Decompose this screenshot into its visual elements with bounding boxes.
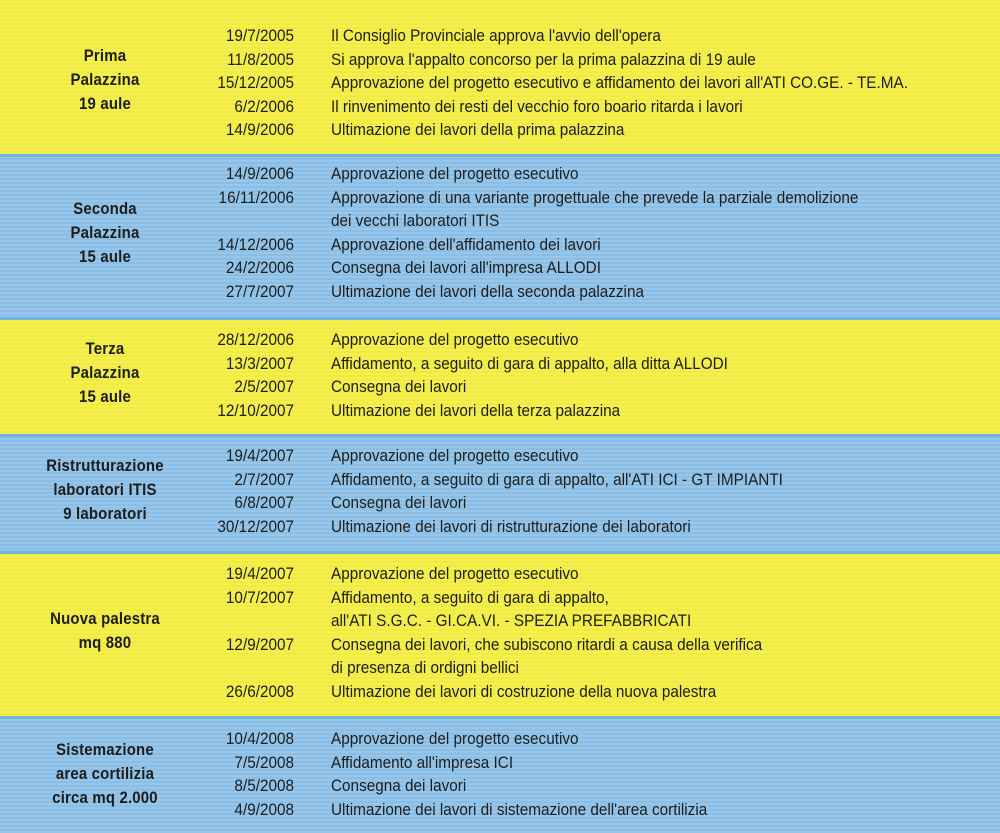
entry-description-line: Ultimazione dei lavori della seconda palazzina <box>331 282 644 301</box>
entry-date: 14/12/2006 <box>217 234 294 254</box>
section-title-line: Nuova palestra <box>50 609 160 628</box>
entry-description-line: Approvazione dell'affidamento dei lavori <box>331 234 601 254</box>
section-title-line: Ristrutturazione <box>46 456 164 475</box>
entry-description <box>331 233 925 256</box>
entry-description-line: Affidamento, a seguito di gara di appalto, all'ATI ICI - GT IMPIANTI <box>331 469 783 489</box>
entry-description-line: Consegna dei lavori <box>331 377 467 397</box>
section-title-line: Palazzina <box>70 223 140 242</box>
section-title-line: circa mq 2.000 <box>52 788 158 807</box>
entry-description <box>331 798 925 821</box>
entry-description-line: Approvazione del progetto esecutivo e affidamento dei lavori all'ATI CO.GE. - TE.MA. <box>331 73 908 93</box>
entry-date: 10/7/2007 <box>225 587 294 607</box>
entry-description <box>331 633 925 679</box>
entry-date: 16/11/2006 <box>218 187 294 207</box>
timeline-entry <box>0 118 1000 142</box>
entry-date: 14/9/2006 <box>225 164 294 183</box>
timeline-entry <box>0 798 1000 822</box>
entry-description <box>331 586 925 632</box>
section-title-line: 15 aule <box>79 387 131 406</box>
entry-date: 10/4/2008 <box>225 729 294 748</box>
entry-description <box>331 186 925 232</box>
entry-description <box>331 399 925 422</box>
entry-description <box>331 515 925 538</box>
entry-description-line: Approvazione di una variante progettuale che prevede la parziale demolizione <box>331 187 859 207</box>
entry-date: 7/5/2008 <box>234 752 294 772</box>
entry-date: 19/4/2007 <box>225 446 294 465</box>
section-title-line: Palazzina <box>70 363 140 382</box>
entry-date: 2/7/2007 <box>234 469 294 489</box>
entry-description-line: Approvazione del progetto esecutivo <box>331 164 579 183</box>
entry-description <box>331 352 925 375</box>
section-title-line: Seconda <box>73 199 137 218</box>
timeline-entry <box>0 48 1000 72</box>
section-divider <box>0 551 1000 554</box>
entry-description-line: Consegna dei lavori <box>331 776 467 796</box>
entry-description <box>331 256 925 279</box>
entry-date: 11/8/2005 <box>227 49 294 69</box>
entry-description-line: Ultimazione dei lavori della prima palazzina <box>331 120 625 140</box>
entry-description-line: di presenza di ordigni bellici <box>331 657 519 677</box>
entry-description-line: Ultimazione dei lavori di sistemazione dell'area cortilizia <box>331 799 708 819</box>
timeline-entry <box>0 71 1000 95</box>
timeline-entry <box>0 24 1000 48</box>
entry-date: 19/7/2005 <box>225 26 294 45</box>
timeline-entry <box>0 586 1000 633</box>
entry-date: 28/12/2006 <box>217 330 294 349</box>
section-title-line: area cortilizia <box>55 764 155 783</box>
section-divider <box>0 434 1000 437</box>
entry-description <box>331 375 925 398</box>
entry-date: 26/6/2008 <box>225 682 294 701</box>
entry-description-line: Consegna dei lavori all'impresa ALLODI <box>331 258 601 278</box>
section-divider <box>0 317 1000 320</box>
entry-description-line: Ultimazione dei lavori di costruzione della nuova palestra <box>331 682 717 701</box>
section-title-line: 19 aule <box>79 94 131 113</box>
timeline-entry <box>0 186 1000 233</box>
entry-description-line: Consegna dei lavori <box>331 493 467 513</box>
entry-description <box>331 280 925 303</box>
entry-date: 4/9/2008 <box>234 799 294 819</box>
entry-date: 14/9/2006 <box>225 120 294 140</box>
section-title-line: laboratori ITIS <box>53 480 157 499</box>
section-divider <box>0 154 1000 157</box>
entry-description <box>331 562 925 585</box>
entry-description-line: Approvazione del progetto esecutivo <box>331 729 579 748</box>
entry-description-line: Il rinvenimento dei resti del vecchio foro boario ritarda i lavori <box>331 96 743 116</box>
entry-description <box>331 751 925 774</box>
entry-description-line: Affidamento, a seguito di gara di appalto, <box>331 587 609 607</box>
entry-description-line: Ultimazione dei lavori di ristrutturazione dei laboratori <box>331 516 691 536</box>
entry-date: 13/3/2007 <box>225 353 294 373</box>
entry-description-line: Consegna dei lavori, che subiscono ritardi a causa della verifica <box>331 634 763 654</box>
entry-description <box>331 491 925 514</box>
section-divider <box>0 716 1000 719</box>
entry-description-line: Approvazione del progetto esecutivo <box>331 564 579 583</box>
entry-description <box>331 162 925 185</box>
timeline-entry <box>0 280 1000 304</box>
section-title-line: Sistemazione <box>56 740 154 759</box>
entry-description <box>331 444 925 467</box>
entry-description-line: Approvazione del progetto esecutivo <box>331 330 579 349</box>
entry-date: 15/12/2005 <box>217 73 294 93</box>
entry-description <box>331 48 925 71</box>
timeline-entry <box>0 680 1000 704</box>
entry-date: 24/2/2006 <box>225 258 294 278</box>
entry-description <box>331 118 925 141</box>
entry-date: 2/5/2007 <box>234 377 294 397</box>
entry-description-line: all'ATI S.G.C. - GI.CA.VI. - SPEZIA PREFABBRICATI <box>331 610 692 630</box>
section-title-line: 9 laboratori <box>63 504 147 523</box>
entry-date: 27/7/2007 <box>225 282 294 301</box>
section-title-line: Prima <box>83 46 127 65</box>
timeline-entry <box>0 491 1000 515</box>
entry-description <box>331 71 925 94</box>
timeline-entry <box>0 399 1000 423</box>
entry-description <box>331 95 925 118</box>
entry-description-line: Il Consiglio Provinciale approva l'avvio dell'opera <box>331 26 661 45</box>
entry-date: 6/2/2006 <box>234 96 294 116</box>
entry-description <box>331 727 925 750</box>
timeline-entry <box>0 444 1000 468</box>
section-title-line: Terza <box>85 339 125 358</box>
timeline-entry <box>0 352 1000 376</box>
timeline-entry <box>0 162 1000 186</box>
timeline-entry <box>0 375 1000 399</box>
timeline-entry <box>0 468 1000 492</box>
entry-description <box>331 774 925 797</box>
entry-description-line: dei vecchi laboratori ITIS <box>331 210 500 230</box>
timeline-entry <box>0 562 1000 586</box>
entry-date: 8/5/2008 <box>234 776 294 796</box>
entry-description-line: Approvazione del progetto esecutivo <box>331 446 579 465</box>
timeline-entry <box>0 751 1000 775</box>
timeline-entry <box>0 633 1000 680</box>
timeline-entry <box>0 515 1000 539</box>
timeline-entry <box>0 256 1000 280</box>
entry-date: 12/9/2007 <box>225 634 294 654</box>
timeline-entry <box>0 774 1000 798</box>
entry-date: 19/4/2007 <box>225 564 294 583</box>
entry-description-line: Ultimazione dei lavori della terza palazzina <box>331 400 621 420</box>
section-title-line: Palazzina <box>70 70 140 89</box>
entry-description-line: Si approva l'appalto concorso per la prima palazzina di 19 aule <box>331 49 756 69</box>
entry-date: 30/12/2007 <box>217 516 294 536</box>
entry-description-line: Affidamento all'impresa ICI <box>331 752 514 772</box>
entry-date: 6/8/2007 <box>234 493 294 513</box>
entry-description <box>331 24 925 47</box>
section-title-line: 15 aule <box>79 247 131 266</box>
section-title-line: mq 880 <box>78 633 132 652</box>
entry-description <box>331 328 925 351</box>
timeline-entry <box>0 727 1000 751</box>
entry-description <box>331 468 925 491</box>
entry-description <box>331 680 925 703</box>
timeline-entry <box>0 233 1000 257</box>
entry-date: 12/10/2007 <box>217 400 294 420</box>
timeline-entry <box>0 328 1000 352</box>
entry-description-line: Affidamento, a seguito di gara di appalto, alla ditta ALLODI <box>331 353 728 373</box>
timeline-entry <box>0 95 1000 119</box>
